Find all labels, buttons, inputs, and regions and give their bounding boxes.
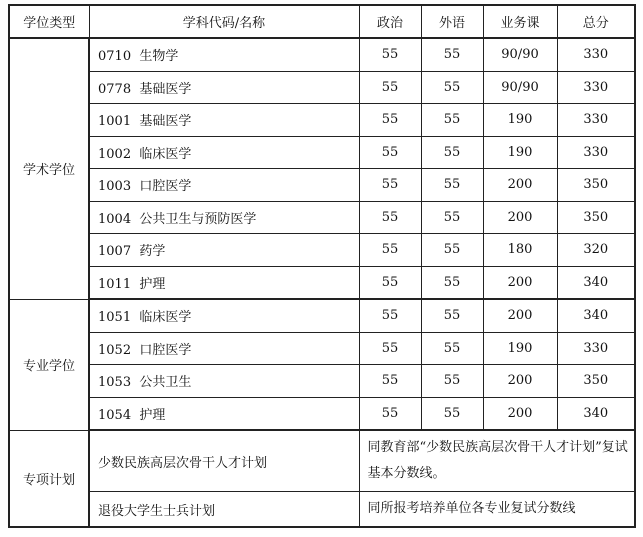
politics-score: 55 bbox=[359, 136, 421, 169]
subject-name: 药学 bbox=[139, 244, 166, 260]
subject-code: 0710 bbox=[98, 49, 132, 65]
subject-cell bbox=[89, 71, 359, 104]
subject-name: 口腔医学 bbox=[139, 342, 192, 358]
table-row bbox=[9, 169, 635, 202]
subject-cell bbox=[89, 299, 359, 332]
table-row bbox=[9, 104, 635, 137]
total-score: 330 bbox=[557, 332, 635, 365]
subject-code: 1054 bbox=[98, 407, 132, 423]
subject-cell bbox=[89, 365, 359, 398]
subject-name: 生物学 bbox=[139, 49, 179, 65]
total-score: 330 bbox=[557, 104, 635, 137]
subject-name: 临床医学 bbox=[139, 310, 192, 326]
total-score: 330 bbox=[557, 136, 635, 169]
subject-code: 1001 bbox=[98, 114, 132, 130]
score-line-table bbox=[8, 4, 636, 528]
specialized-score: 200 bbox=[483, 299, 557, 332]
header-degree-type: 学位类型 bbox=[9, 5, 89, 38]
subject-cell bbox=[89, 201, 359, 234]
total-score: 340 bbox=[557, 397, 635, 430]
table-row bbox=[9, 397, 635, 430]
subject-name: 公共卫生与预防医学 bbox=[139, 211, 257, 227]
foreign-score: 55 bbox=[421, 234, 483, 267]
specialized-score: 200 bbox=[483, 397, 557, 430]
specialized-score: 190 bbox=[483, 136, 557, 169]
total-score: 350 bbox=[557, 201, 635, 234]
subject-name: 口腔医学 bbox=[139, 179, 192, 195]
specialized-score: 200 bbox=[483, 169, 557, 202]
table-row bbox=[9, 365, 635, 398]
foreign-score: 55 bbox=[421, 266, 483, 299]
subject-cell bbox=[89, 234, 359, 267]
subject-cell bbox=[89, 266, 359, 299]
subject-code: 1053 bbox=[98, 375, 132, 391]
politics-score: 55 bbox=[359, 169, 421, 202]
subject-cell bbox=[89, 169, 359, 202]
specialized-score: 90/90 bbox=[483, 71, 557, 104]
foreign-score: 55 bbox=[421, 332, 483, 365]
subject-code: 1003 bbox=[98, 179, 132, 195]
header-subject: 学科代码/名称 bbox=[89, 5, 359, 38]
politics-score: 55 bbox=[359, 201, 421, 234]
table-row bbox=[9, 332, 635, 365]
subject-name: 护理 bbox=[139, 276, 166, 292]
subject-code: 0778 bbox=[98, 81, 132, 97]
foreign-score: 55 bbox=[421, 201, 483, 234]
total-score: 350 bbox=[557, 365, 635, 398]
table-row bbox=[9, 136, 635, 169]
subject-cell bbox=[89, 136, 359, 169]
total-score: 340 bbox=[557, 299, 635, 332]
total-score: 320 bbox=[557, 234, 635, 267]
header-row bbox=[9, 5, 635, 38]
table-row bbox=[9, 234, 635, 267]
table-row bbox=[9, 266, 635, 299]
politics-score: 55 bbox=[359, 104, 421, 137]
category-academic: 学术学位 bbox=[9, 38, 89, 299]
subject-name: 临床医学 bbox=[139, 146, 192, 162]
foreign-score: 55 bbox=[421, 71, 483, 104]
header-politics: 政治 bbox=[359, 5, 421, 38]
politics-score: 55 bbox=[359, 234, 421, 267]
specialized-score: 190 bbox=[483, 104, 557, 137]
specialized-score: 90/90 bbox=[483, 38, 557, 71]
subject-code: 1052 bbox=[98, 342, 132, 358]
table-row bbox=[9, 492, 635, 528]
subject-name: 基础医学 bbox=[139, 81, 192, 97]
subject-code: 1004 bbox=[98, 211, 132, 227]
foreign-score: 55 bbox=[421, 136, 483, 169]
foreign-score: 55 bbox=[421, 299, 483, 332]
table-row bbox=[9, 299, 635, 332]
header-total: 总分 bbox=[557, 5, 635, 38]
special-plan-name: 退役大学生士兵计划 bbox=[89, 492, 359, 528]
category-professional: 专业学位 bbox=[9, 299, 89, 430]
category-special-plan: 专项计划 bbox=[9, 430, 89, 527]
foreign-score: 55 bbox=[421, 169, 483, 202]
special-plan-name: 少数民族高层次骨干人才计划 bbox=[89, 430, 359, 492]
subject-name: 护理 bbox=[139, 407, 166, 423]
subject-code: 1007 bbox=[98, 244, 132, 260]
specialized-score: 200 bbox=[483, 201, 557, 234]
subject-cell bbox=[89, 104, 359, 137]
politics-score: 55 bbox=[359, 266, 421, 299]
subject-cell bbox=[89, 397, 359, 430]
politics-score: 55 bbox=[359, 38, 421, 71]
foreign-score: 55 bbox=[421, 397, 483, 430]
total-score: 350 bbox=[557, 169, 635, 202]
table-row bbox=[9, 430, 635, 492]
subject-name: 基础医学 bbox=[139, 114, 192, 130]
table-row bbox=[9, 71, 635, 104]
specialized-score: 200 bbox=[483, 365, 557, 398]
total-score: 340 bbox=[557, 266, 635, 299]
foreign-score: 55 bbox=[421, 104, 483, 137]
special-plan-note: 同教育部“少数民族高层次骨干人才计划”复试基本分数线。 bbox=[359, 430, 635, 492]
subject-code: 1002 bbox=[98, 146, 132, 162]
subject-name: 公共卫生 bbox=[139, 375, 192, 391]
subject-code: 1051 bbox=[98, 310, 132, 326]
specialized-score: 180 bbox=[483, 234, 557, 267]
subject-cell bbox=[89, 38, 359, 71]
politics-score: 55 bbox=[359, 365, 421, 398]
subject-code: 1011 bbox=[98, 276, 132, 292]
total-score: 330 bbox=[557, 71, 635, 104]
special-plan-note: 同所报考培养单位各专业复试分数线 bbox=[359, 492, 635, 528]
specialized-score: 190 bbox=[483, 332, 557, 365]
specialized-score: 200 bbox=[483, 266, 557, 299]
subject-cell bbox=[89, 332, 359, 365]
total-score: 330 bbox=[557, 38, 635, 71]
table-row bbox=[9, 201, 635, 234]
politics-score: 55 bbox=[359, 299, 421, 332]
header-specialized: 业务课 bbox=[483, 5, 557, 38]
foreign-score: 55 bbox=[421, 365, 483, 398]
header-foreign-language: 外语 bbox=[421, 5, 483, 38]
politics-score: 55 bbox=[359, 397, 421, 430]
table-row bbox=[9, 38, 635, 71]
politics-score: 55 bbox=[359, 332, 421, 365]
foreign-score: 55 bbox=[421, 38, 483, 71]
politics-score: 55 bbox=[359, 71, 421, 104]
